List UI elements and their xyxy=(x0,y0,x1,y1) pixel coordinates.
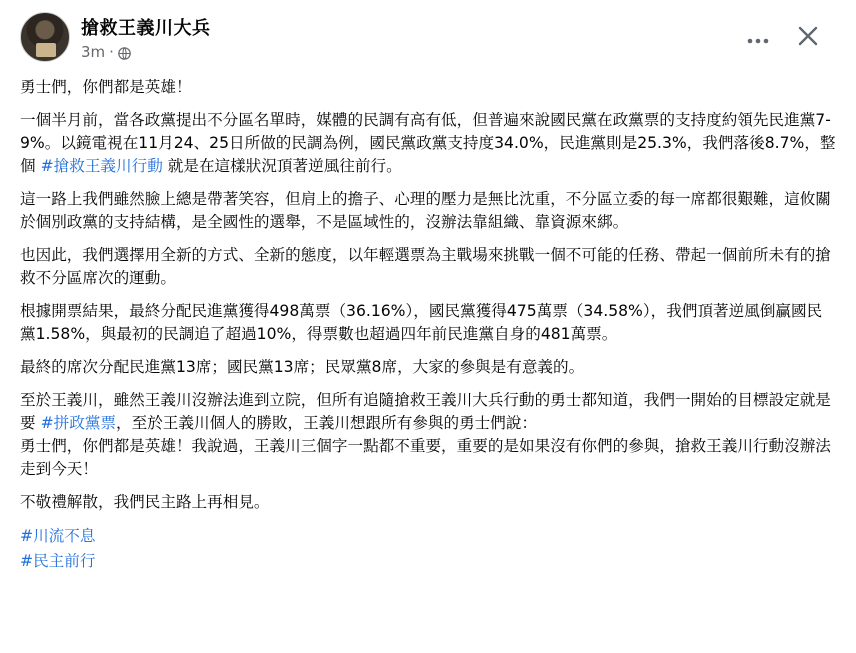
post-paragraph-4: 根據開票結果，最終分配民進黨獲得498萬票（36.16%），國民黨獲得475萬票（34.58%），我們頂著逆風倒贏國民黨1.58%，與最初的民調追了超過10%，得票數也超過四年前民進黨自身的481萬票。 xyxy=(20,302,823,343)
post-time[interactable]: 3m xyxy=(81,43,106,61)
globe-icon[interactable] xyxy=(118,46,131,59)
post-paragraph-1 xyxy=(20,109,836,178)
paragraph-6-text-b: ，至於王義川個人的勝敗，王義川想跟所有參與的勇士們說： xyxy=(116,414,538,432)
meta-separator: · xyxy=(109,43,114,61)
close-button[interactable] xyxy=(790,20,826,56)
post-paragraph-3: 也因此，我們選擇用全新的方式、全新的態度，以年輕選票為主戰場來挑戰一個不可能的任務、帶起一個前所未有的搶救不分區席次的運動。 xyxy=(20,246,831,287)
post-greeting: 勇士們，你們都是英雄！ xyxy=(20,78,192,96)
hashtag-list xyxy=(20,524,836,574)
post-paragraph-5: 最終的席次分配民進黨13席；國民黨13席；民眾黨8席，大家的參與是有意義的。 xyxy=(20,358,585,376)
post-header xyxy=(20,12,840,64)
hashtag-link[interactable]: #民主前行 xyxy=(20,552,96,570)
hashtag-link[interactable]: #川流不息 xyxy=(20,527,96,545)
paragraph-6-text-a: 至於王義川，雖然王義川沒辦法進到立院，但所有追隨搶救王義川大兵行動的勇士都知道，我們一開始的目標設定就是要 xyxy=(20,391,831,432)
avatar[interactable] xyxy=(20,12,70,62)
post-paragraph-6 xyxy=(20,389,836,481)
paragraph-1-text-b: 就是在這樣狀況頂著逆風往前行。 xyxy=(162,157,402,175)
post-paragraph-7: 不敬禮解散，我們民主路上再相見。 xyxy=(20,493,270,511)
hashtag-link-rescue[interactable]: #搶救王義川行動 xyxy=(40,157,163,175)
hashtag-link-party-vote[interactable]: #拼政黨票 xyxy=(40,414,117,432)
post-body xyxy=(20,76,836,574)
paragraph-1-text-a: 一個半月前，當各政黨提出不分區名單時，媒體的民調有高有低，但普遍來說國民黨在政黨票的支持度約領先民進黨7-9%。以鏡電視在11月24、25日所做的民調為例，國民黨政黨支持度34.0%，民進黨則是25.3%，我們落後8.7%，整個 xyxy=(20,111,836,175)
more-options-button[interactable] xyxy=(740,20,776,56)
post-paragraph-2: 這一路上我們雖然臉上總是帶著笑容，但肩上的擔子、心理的壓力是無比沈重，不分區立委的每一席都很艱難，這攸關於個別政黨的支持結構，是全國性的選舉，不是區域性的，沒辦法靠組織、靠資源來綁。 xyxy=(20,190,831,231)
post-meta xyxy=(81,43,131,61)
close-icon xyxy=(798,26,818,50)
author-name[interactable]: 搶救王義川大兵 xyxy=(81,18,211,39)
more-horizontal-icon xyxy=(747,29,769,48)
paragraph-6-text-c: 勇士們，你們都是英雄！我說過，王義川三個字一點都不重要，重要的是如果沒有你們的參與，搶救王義川行動沒辦法走到今天！ xyxy=(20,437,831,478)
